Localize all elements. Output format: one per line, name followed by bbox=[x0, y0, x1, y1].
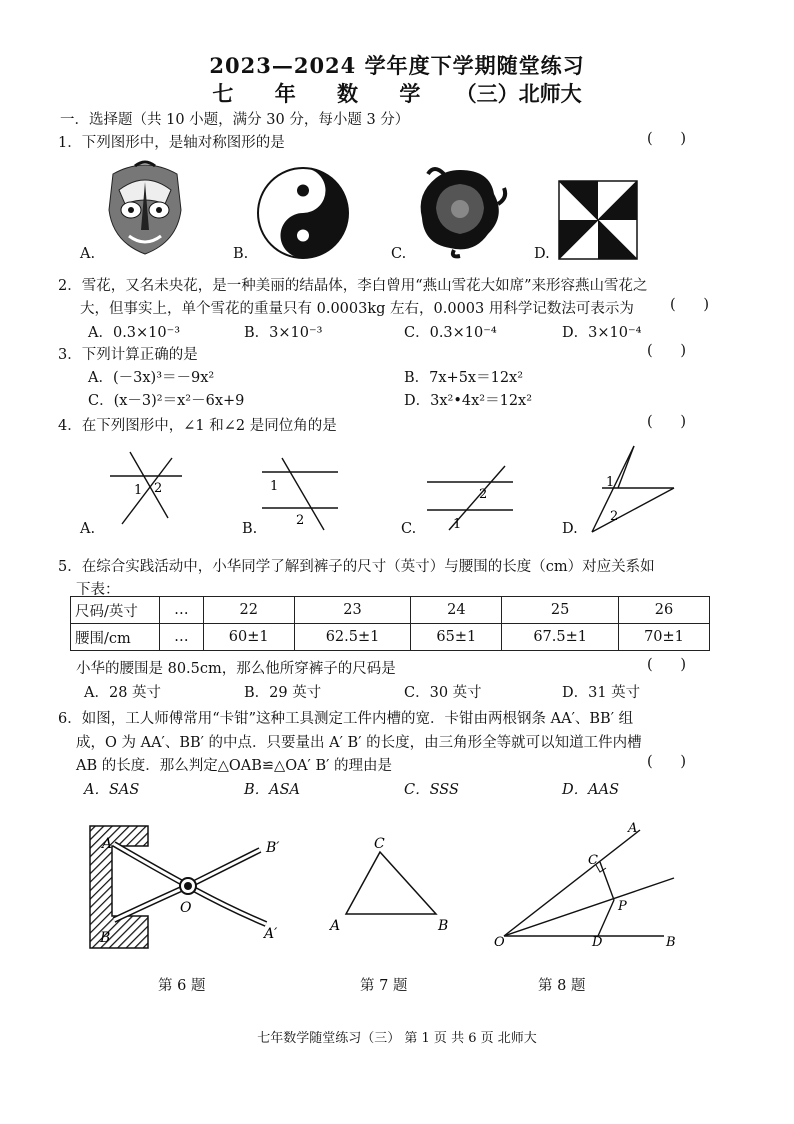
answer-paren: ( ) bbox=[647, 414, 686, 430]
angle-label: 1 bbox=[606, 475, 615, 490]
point-label: C bbox=[374, 836, 385, 852]
q5-stem-line1: 5．在综合实践活动中，小华同学了解到裤子的尺寸（英寸）与腰围的长度（cm）对应关系如 bbox=[58, 559, 655, 575]
swirl-flower-figure bbox=[414, 164, 506, 256]
q6-stem-line2: 成，O 为 AA′、BB′ 的中点．只要量出 A′ B′ 的长度，由三角形全等就可以知道工件内槽 bbox=[76, 735, 642, 751]
angle-label: 1 bbox=[270, 479, 279, 494]
table-cell: … bbox=[160, 597, 204, 624]
table-row bbox=[71, 624, 710, 651]
q2-stem-line1: 2．雪花，又名未央花，是一种美丽的结晶体，李白曾用“燕山雪花大如席”来形容燕山雪花之 bbox=[58, 278, 648, 294]
table-cell: 67.5±1 bbox=[502, 624, 619, 651]
table-cell: 腰围/cm bbox=[71, 624, 160, 651]
table-cell: 70±1 bbox=[619, 624, 710, 651]
q1-stem: 1．下列图形中，是轴对称图形的是 bbox=[58, 135, 285, 151]
q6-option-c[interactable]: C．SSS bbox=[404, 782, 459, 798]
q3-stem: 3．下列计算正确的是 bbox=[58, 347, 198, 363]
table-cell: 65±1 bbox=[411, 624, 502, 651]
q3-option-d[interactable]: D．3x²•4x²＝12x² bbox=[404, 393, 533, 409]
q5-option-b[interactable]: B．29 英寸 bbox=[244, 685, 322, 701]
angle-label: 2 bbox=[296, 513, 305, 528]
q1-option-a[interactable]: A. bbox=[80, 246, 96, 262]
answer-paren: ( ) bbox=[647, 754, 686, 770]
page-title: 2023—2024 学年度下学期随堂练习 bbox=[209, 53, 585, 78]
table-cell: 60±1 bbox=[203, 624, 294, 651]
table-cell: 尺码/英寸 bbox=[71, 597, 160, 624]
subtitle-char: 学 bbox=[399, 81, 421, 106]
table-cell: 62.5±1 bbox=[294, 624, 411, 651]
size-table bbox=[70, 596, 710, 651]
answer-paren: ( ) bbox=[670, 297, 709, 313]
section-heading: 一．选择题（共 10 小题，满分 30 分，每小题 3 分） bbox=[60, 112, 410, 128]
q3-option-a[interactable]: A．(－3x)³＝－9x² bbox=[88, 370, 215, 386]
q3-option-b[interactable]: B．7x+5x＝12x² bbox=[404, 370, 524, 386]
point-label: P bbox=[618, 899, 627, 914]
q4-option-c[interactable]: C. bbox=[401, 521, 417, 537]
pinwheel-figure bbox=[558, 180, 638, 260]
point-label: A bbox=[330, 918, 341, 934]
triangle-figure bbox=[328, 832, 458, 942]
point-label: B bbox=[438, 918, 449, 934]
table-row bbox=[71, 597, 710, 624]
q4-option-a[interactable]: A. bbox=[80, 521, 96, 537]
table-cell: 23 bbox=[294, 597, 411, 624]
angle-label: 1 bbox=[134, 483, 143, 498]
answer-paren: ( ) bbox=[647, 343, 686, 359]
subtitle-char: （三）北师大 bbox=[455, 81, 582, 106]
q4-option-d[interactable]: D. bbox=[562, 521, 578, 537]
point-label: O bbox=[180, 900, 192, 916]
table-cell: 25 bbox=[502, 597, 619, 624]
q2-option-a[interactable]: A．0.3×10⁻³ bbox=[88, 325, 181, 341]
opera-mask-figure bbox=[105, 160, 185, 256]
q5-after: 小华的腰围是 80.5cm，那么他所穿裤子的尺码是 bbox=[76, 661, 396, 677]
answer-paren: ( ) bbox=[647, 131, 686, 147]
subtitle-char: 年 bbox=[274, 81, 296, 106]
table-cell: 22 bbox=[203, 597, 294, 624]
q4-figure-b bbox=[262, 458, 342, 532]
q3-option-c[interactable]: C．(x－3)²＝x²－6x+9 bbox=[88, 393, 245, 409]
table-cell: … bbox=[160, 624, 204, 651]
subtitle-char: 数 bbox=[337, 81, 358, 106]
q6-stem-line1: 6．如图，工人师傅常用“卡钳”这种工具测定工件内槽的宽．卡钳由两根钢条 AA′、BB′ 组 bbox=[58, 711, 634, 727]
q1-option-b[interactable]: B. bbox=[233, 246, 249, 262]
q4-stem: 4．在下列图形中，∠1 和∠2 是同位角的是 bbox=[58, 418, 337, 434]
q4-figure-c bbox=[427, 462, 517, 532]
q4-figure-d bbox=[588, 444, 678, 534]
q5-stem-line2: 下表： bbox=[76, 582, 120, 598]
q2-option-d[interactable]: D．3×10⁻⁴ bbox=[562, 325, 642, 341]
q6-stem-line3: AB 的长度．那么判定△OAB≌△OA′ B′ 的理由是 bbox=[76, 758, 393, 774]
point-label: C bbox=[588, 853, 598, 868]
figure-caption: 第 7 题 bbox=[360, 978, 408, 994]
answer-paren: ( ) bbox=[647, 657, 686, 673]
q4-option-b[interactable]: B. bbox=[242, 521, 258, 537]
point-label: B bbox=[666, 935, 676, 950]
point-label: B′ bbox=[266, 840, 280, 856]
point-label: B bbox=[100, 930, 111, 946]
angle-label: 2 bbox=[479, 487, 488, 502]
point-label: A bbox=[628, 821, 638, 836]
angle-label: 2 bbox=[154, 481, 163, 496]
table-cell: 26 bbox=[619, 597, 710, 624]
page-footer: 七年数学随堂练习（三） 第 1 页 共 6 页 北师大 bbox=[257, 1031, 537, 1046]
q2-stem-line2: 大，但事实上，单个雪花的重量只有 0.0003kg 左右，0.0003 用科学记数法可表示为 bbox=[80, 301, 634, 317]
q5-option-c[interactable]: C．30 英寸 bbox=[404, 685, 482, 701]
point-label: D bbox=[592, 935, 603, 950]
subtitle-char: 七 bbox=[212, 81, 234, 106]
figure-caption: 第 8 题 bbox=[538, 978, 586, 994]
figure-caption: 第 6 题 bbox=[158, 978, 206, 994]
angle-bisector-figure bbox=[494, 818, 694, 948]
caliper-figure bbox=[88, 824, 288, 954]
q6-option-b[interactable]: B．ASA bbox=[244, 782, 301, 798]
q4-figure-a bbox=[110, 448, 185, 528]
q6-option-a[interactable]: A．SAS bbox=[84, 782, 140, 798]
angle-label: 2 bbox=[610, 509, 619, 524]
table-cell: 24 bbox=[411, 597, 502, 624]
q1-option-c[interactable]: C. bbox=[391, 246, 407, 262]
q2-option-c[interactable]: C．0.3×10⁻⁴ bbox=[404, 325, 497, 341]
q5-option-a[interactable]: A．28 英寸 bbox=[84, 685, 162, 701]
point-label: A bbox=[102, 836, 113, 852]
angle-label: 1 bbox=[453, 517, 462, 532]
q5-option-d[interactable]: D．31 英寸 bbox=[562, 685, 641, 701]
q1-option-d[interactable]: D. bbox=[534, 246, 550, 262]
point-label: O bbox=[494, 935, 505, 950]
page-subtitle bbox=[0, 78, 794, 108]
point-label: A′ bbox=[264, 926, 278, 942]
yin-yang-figure bbox=[256, 166, 350, 260]
q2-option-b[interactable]: B．3×10⁻³ bbox=[244, 325, 323, 341]
q6-option-d[interactable]: D．AAS bbox=[562, 782, 620, 798]
